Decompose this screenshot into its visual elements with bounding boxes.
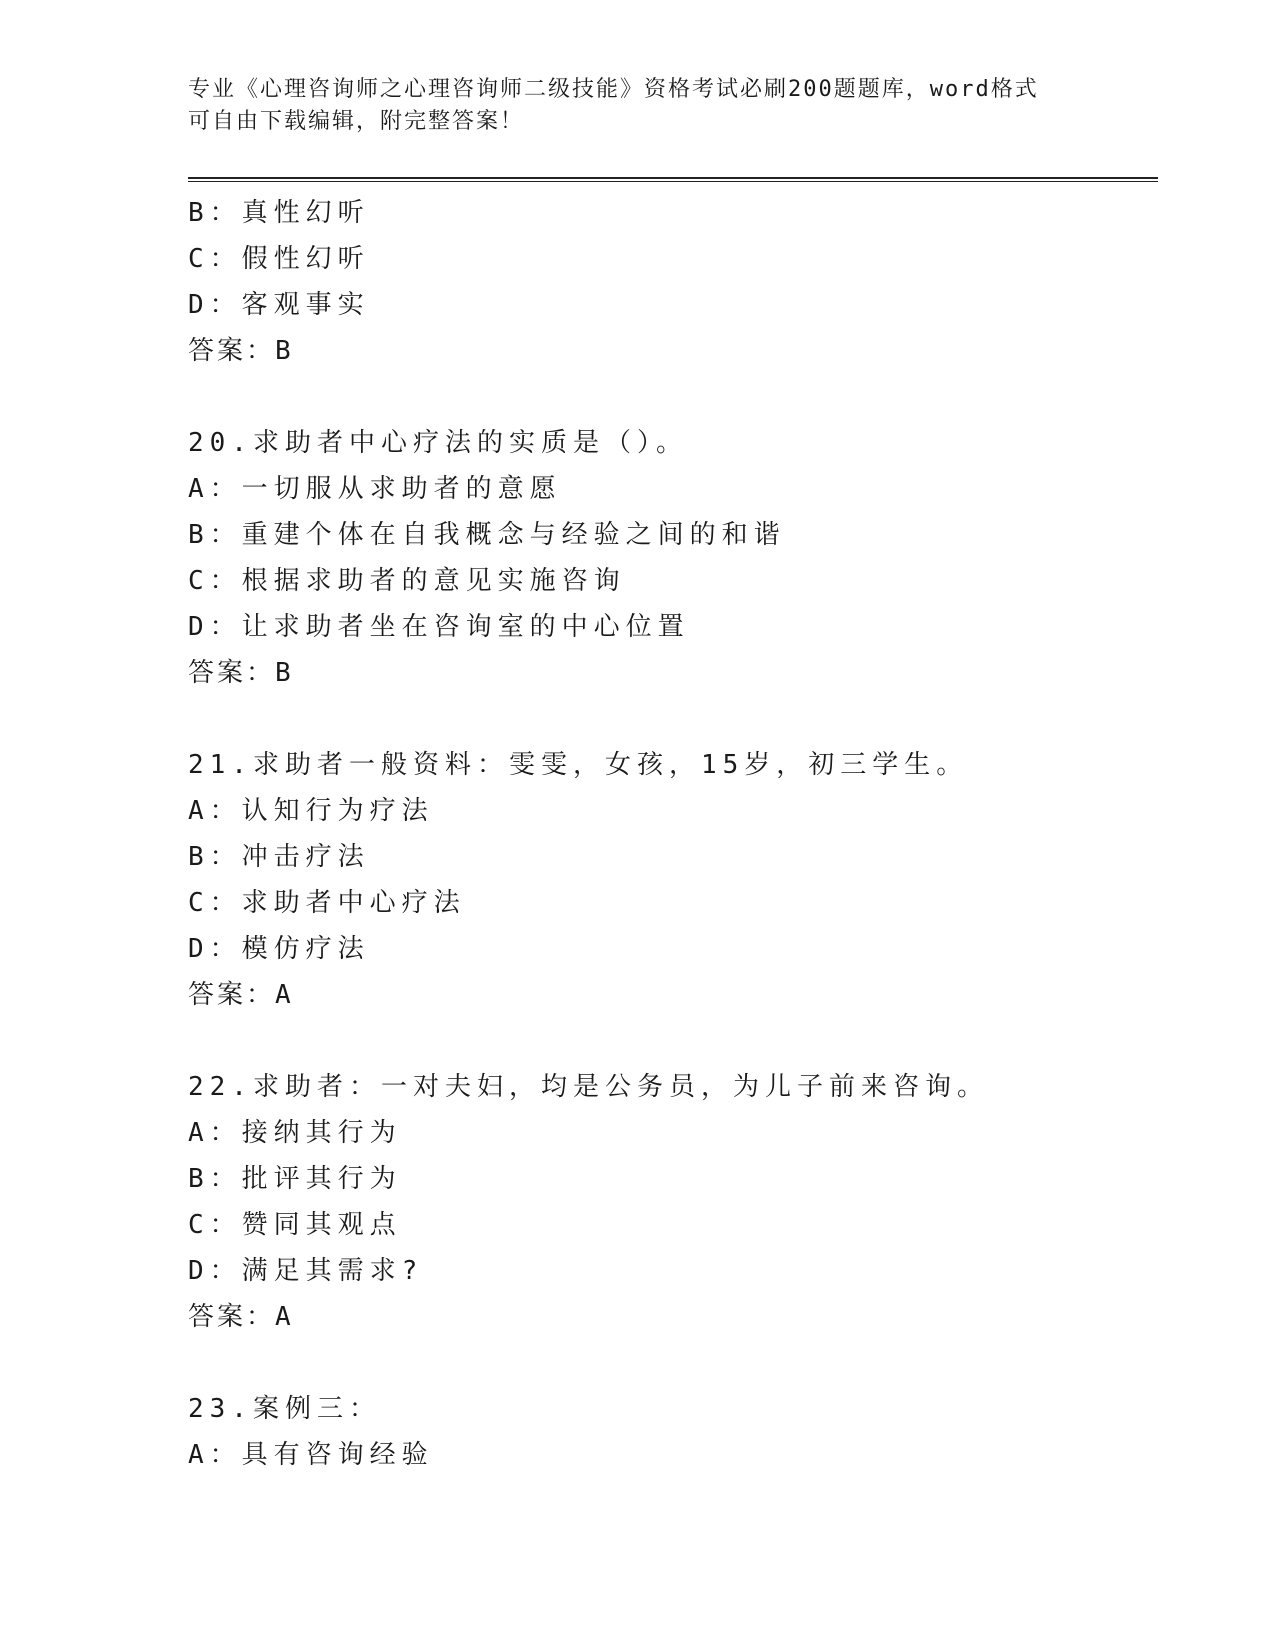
question-block-23 [188, 1386, 1158, 1478]
option-c: C：根据求助者的意见实施咨询 [188, 566, 626, 596]
question-block-21 [188, 742, 1158, 1018]
question-stem: 21.求助者一般资料：雯雯，女孩，15岁，初三学生。 [188, 750, 969, 780]
header-line-1: 专业《心理咨询师之心理咨询师二级技能》资格考试必刷200题题库，word格式 [188, 77, 1039, 102]
question-stem: 23.案例三： [188, 1394, 381, 1424]
option-d: D：模仿疗法 [188, 934, 370, 964]
option-c: C：假性幻听 [188, 244, 370, 274]
question-stem: 22.求助者：一对夫妇，均是公务员，为儿子前来咨询。 [188, 1072, 989, 1102]
answer-label: 答案：A [188, 1302, 294, 1332]
option-a: A：一切服从求助者的意愿 [188, 474, 562, 504]
spacer [188, 374, 1158, 420]
header-divider [188, 177, 1158, 182]
option-a: A：接纳其行为 [188, 1118, 402, 1148]
spacer [188, 696, 1158, 742]
document-header [188, 74, 1088, 138]
option-b: B：重建个体在自我概念与经验之间的和谐 [188, 520, 786, 550]
option-c: C：赞同其观点 [188, 1210, 402, 1240]
question-list [188, 190, 1158, 1478]
option-d: D：满足其需求? [188, 1256, 424, 1286]
answer-label: 答案：B [188, 658, 294, 688]
question-block-20 [188, 420, 1158, 696]
option-b: B：真性幻听 [188, 198, 370, 228]
spacer [188, 1018, 1158, 1064]
question-block-19 [188, 190, 1158, 374]
answer-label: 答案：B [188, 336, 294, 366]
option-b: B：冲击疗法 [188, 842, 370, 872]
question-block-22 [188, 1064, 1158, 1340]
option-d: D：客观事实 [188, 290, 370, 320]
option-d: D：让求助者坐在咨询室的中心位置 [188, 612, 690, 642]
spacer [188, 1340, 1158, 1386]
question-stem: 20.求助者中心疗法的实质是（）。 [188, 428, 688, 458]
option-b: B：批评其行为 [188, 1164, 402, 1194]
option-c: C：求助者中心疗法 [188, 888, 466, 918]
option-a: A：认知行为疗法 [188, 796, 434, 826]
answer-label: 答案：A [188, 980, 294, 1010]
header-line-2: 可自由下载编辑，附完整答案！ [188, 109, 525, 134]
option-a: A：具有咨询经验 [188, 1440, 434, 1470]
